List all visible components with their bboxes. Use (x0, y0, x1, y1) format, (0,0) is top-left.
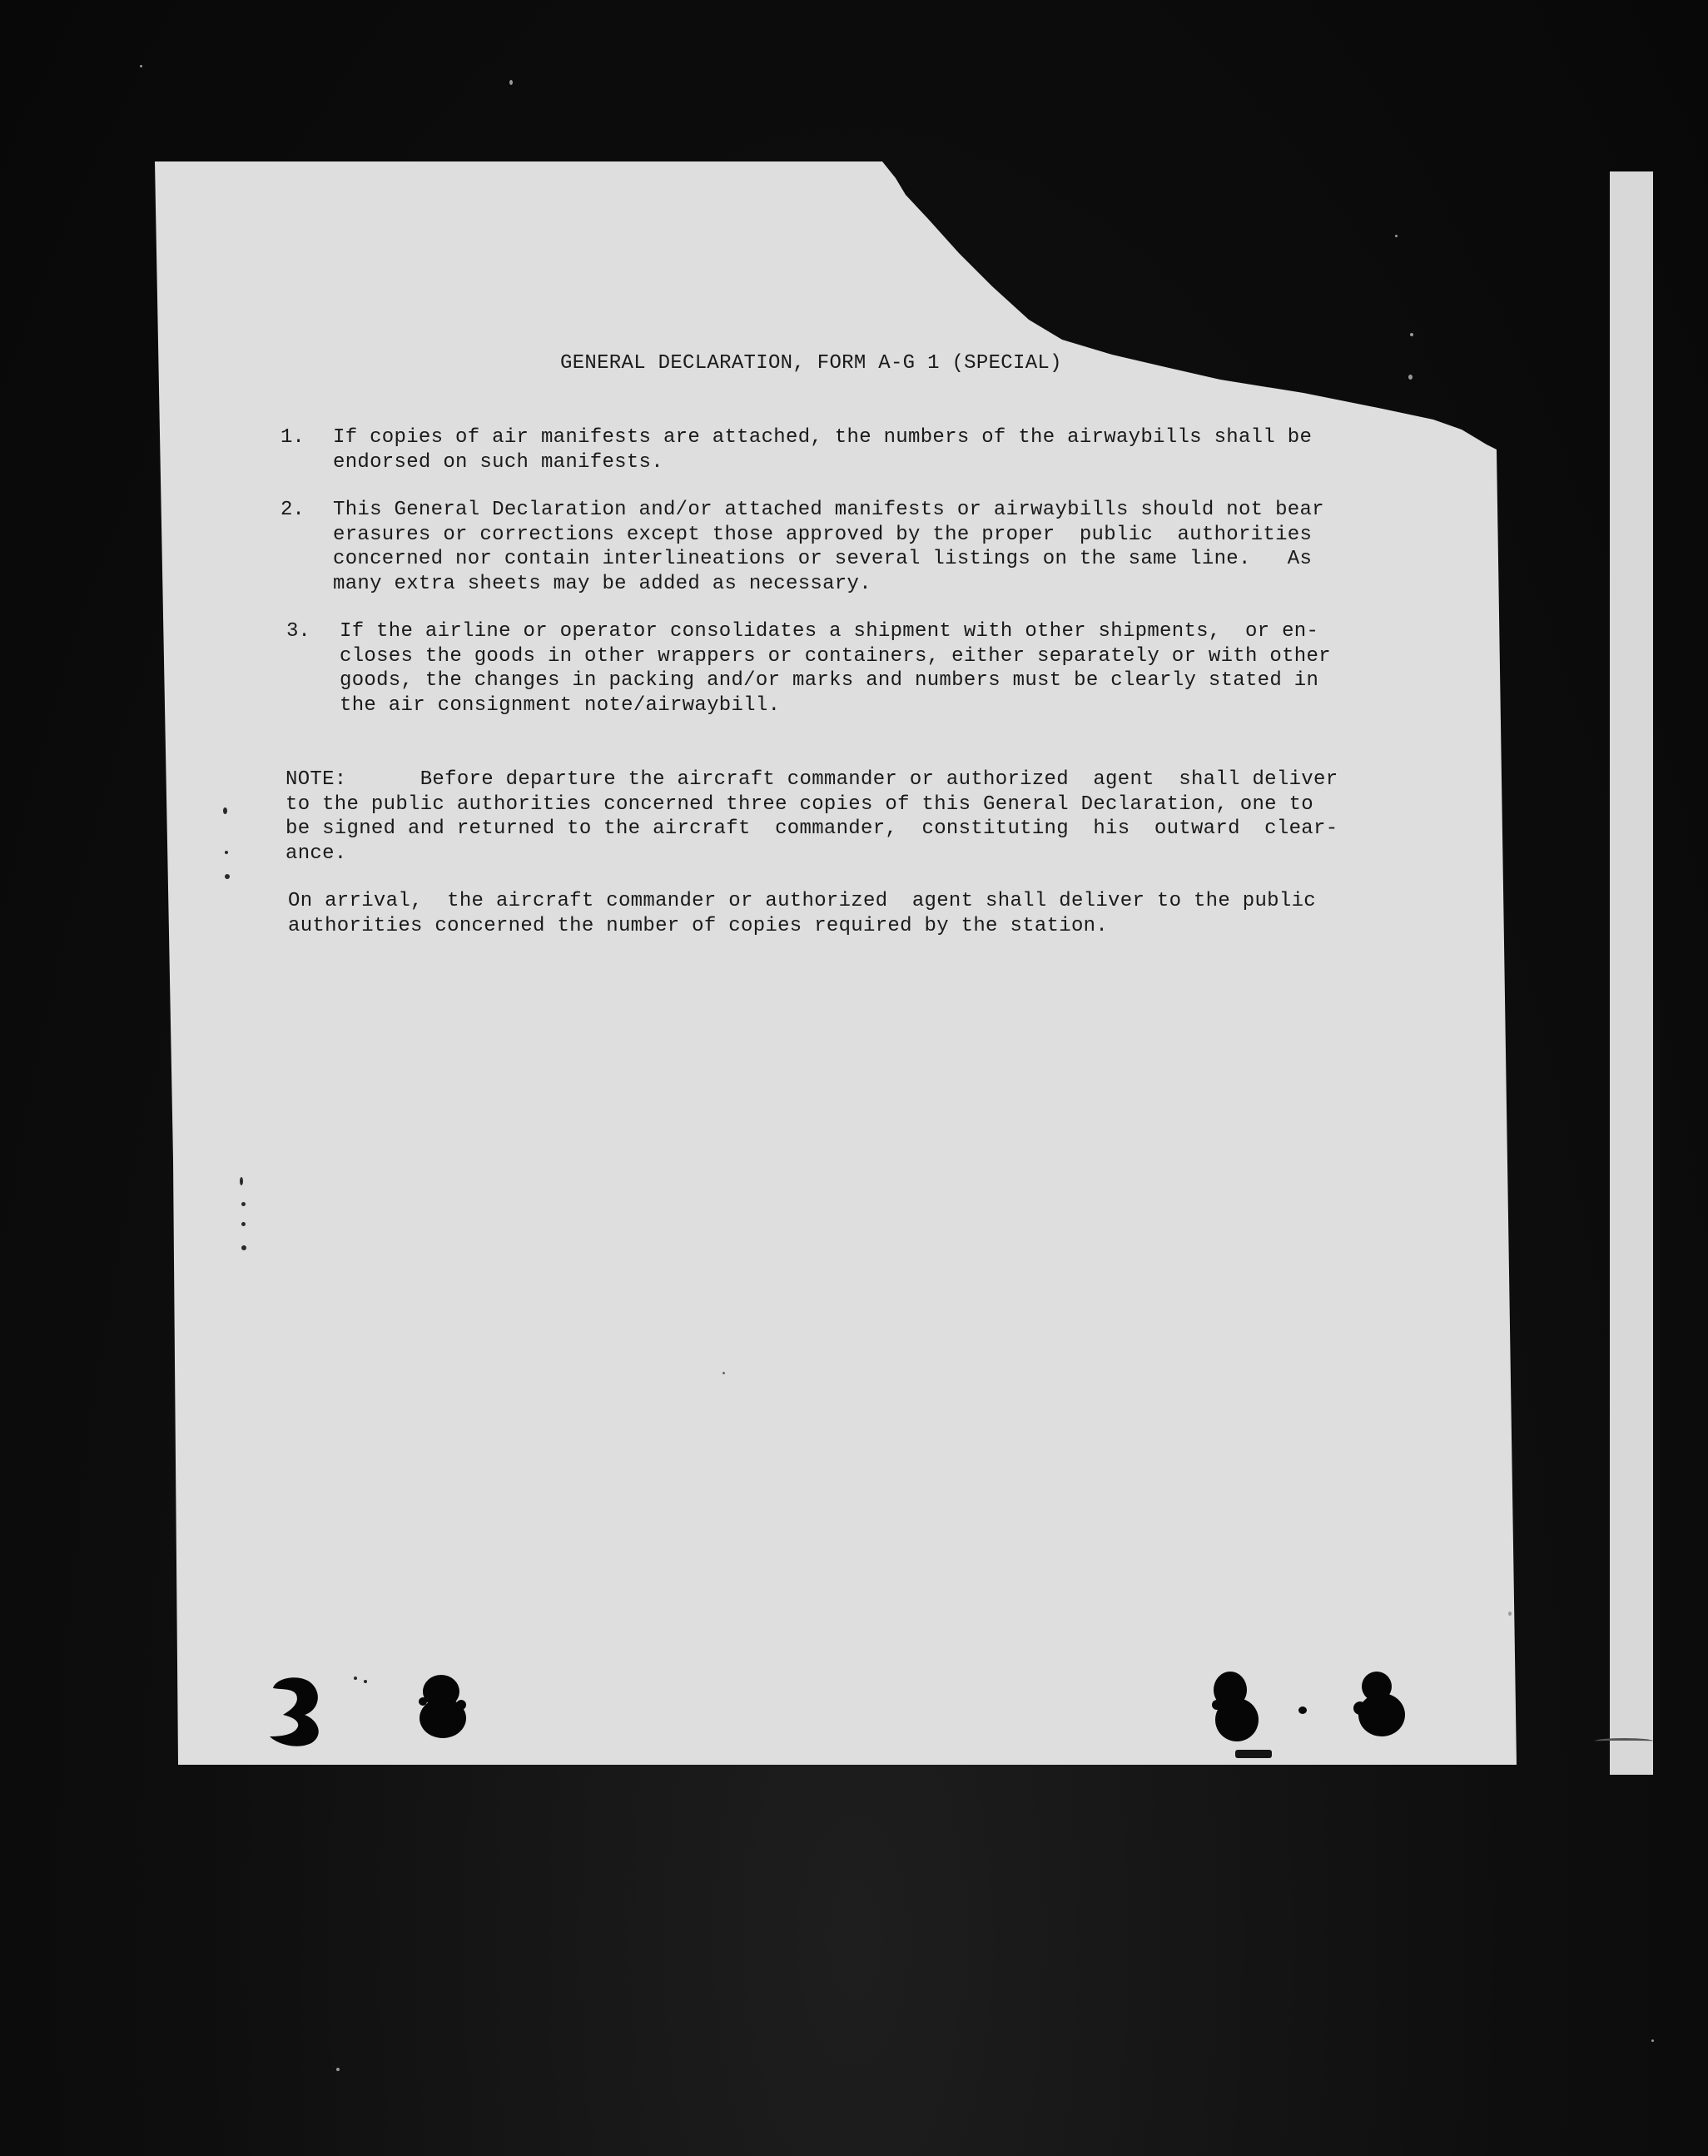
speck (223, 807, 227, 814)
dust-speck (509, 80, 513, 85)
item-number-2: 2. (281, 499, 305, 521)
arrival-paragraph: On arrival, the aircraft commander or authorized agent shall deliver to the public authorities concerned the number of copies required by the station. (288, 890, 1316, 937)
dust-speck (1408, 375, 1413, 380)
document-page (155, 161, 1517, 1765)
speck (225, 874, 230, 879)
speck (241, 1202, 246, 1206)
dust-speck (336, 2068, 340, 2071)
note-paragraph: NOTE: Before departure the aircraft commander or authorized agent shall deliver to the public authorities concerned three copies of this General Declaration, one to be signed and returned to the aircraft commander, constituting his outward clear- ance. (285, 768, 1338, 865)
dust-speck (140, 65, 142, 67)
ink-blot-bottom-left (265, 1673, 331, 1748)
speck (225, 851, 228, 854)
dust-speck (1410, 333, 1413, 336)
speck (354, 1677, 357, 1680)
item-number-1: 1. (281, 426, 305, 449)
document-title: GENERAL DECLARATION, FORM A-G 1 (SPECIAL) (560, 352, 1062, 375)
speck (1298, 1706, 1307, 1714)
ink-blot-bottom-left-2 (413, 1672, 471, 1740)
dust-speck (1651, 2039, 1654, 2042)
speck (722, 1372, 725, 1374)
dust-speck (1508, 1612, 1512, 1616)
dust-speck (1395, 235, 1398, 237)
adjacent-page-edge (1610, 171, 1653, 1775)
speck (240, 1177, 243, 1185)
speck (364, 1680, 367, 1683)
page-edge-curl (1595, 1738, 1653, 1744)
speck (241, 1222, 246, 1226)
item-text-3: If the airline or operator consolidates a shipment with other shipments, or en- closes the goods in other wrappers or containers, either separately or with other goods, the changes in packing and/or marks and numbers must be clearly stated in the air consignment note/airwaybill. (340, 620, 1331, 717)
speck (241, 1245, 246, 1250)
item-number-3: 3. (286, 620, 310, 643)
item-text-2: This General Declaration and/or attached manifests or airwaybills should not bear erasures or corrections except those approved by the proper public authorities concerned nor contain interlineations or several listings on the same line. As many extra sheets may be added as necessary. (333, 499, 1324, 595)
speck (1235, 1750, 1272, 1758)
ink-blot-bottom-right-2 (1348, 1668, 1408, 1740)
item-text-1: If copies of air manifests are attached, the numbers of the airwaybills shall be endorsed on such manifests. (333, 426, 1313, 474)
ink-blot-bottom-right (1205, 1668, 1264, 1745)
